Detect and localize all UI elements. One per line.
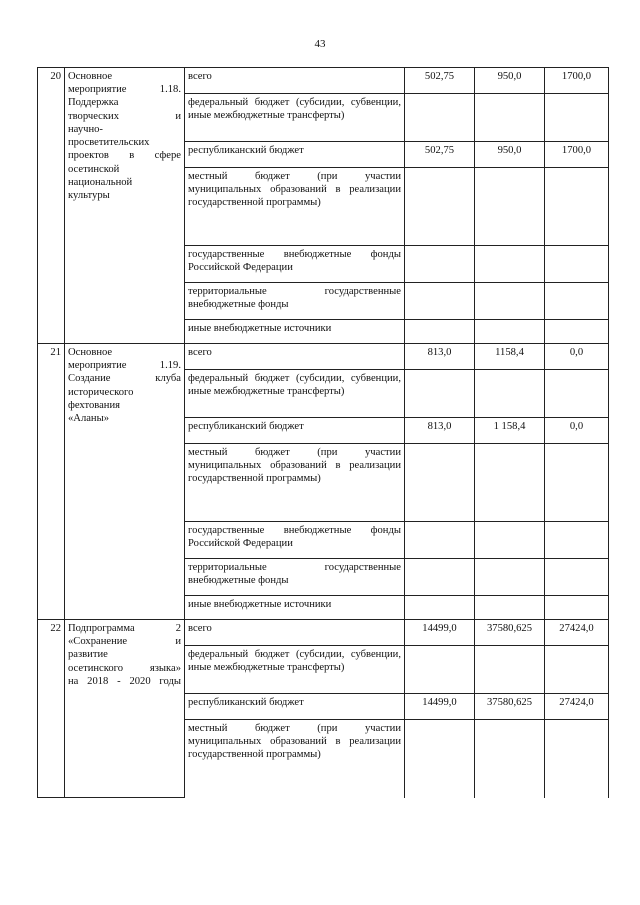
measure-name-line: развитие (68, 649, 108, 661)
year-3-value-cell: 27424,0 (545, 620, 609, 646)
measure-name-line: «Аланы» (68, 413, 110, 425)
measure-name-line: творческих и (68, 110, 181, 122)
funding-source-cell: всего (185, 620, 405, 646)
funding-source-cell: федеральный бюджет (субсидии, субвенции, иные межбюджетные трансферты) (185, 94, 405, 142)
table-row (38, 344, 609, 370)
measure-name-cell (65, 68, 185, 344)
year-3-value-cell (545, 522, 609, 559)
year-2-value-cell: 37580,625 (475, 620, 545, 646)
page-number: 43 (314, 38, 326, 50)
year-1-value-cell (405, 596, 475, 620)
year-3-value-cell (545, 444, 609, 522)
year-1-value-cell (405, 94, 475, 142)
year-2-value-cell (475, 559, 545, 596)
year-1-value-cell (405, 283, 475, 320)
measure-name-line: проектов в сфере (68, 150, 181, 162)
row-number-cell: 20 (38, 68, 65, 344)
year-2-value-cell (475, 283, 545, 320)
year-3-value-cell: 0,0 (545, 344, 609, 370)
year-1-value-cell (405, 720, 475, 798)
year-1-value-cell: 14499,0 (405, 694, 475, 720)
funding-source-cell: государственные внебюджетные фонды Российской Федерации (185, 246, 405, 283)
year-1-value-cell (405, 246, 475, 283)
measure-name-line: фехтования (68, 399, 121, 411)
year-2-value-cell: 1158,4 (475, 344, 545, 370)
year-2-value-cell: 1 158,4 (475, 418, 545, 444)
measure-name-line: мероприятие 1.18. (68, 84, 181, 96)
measure-name-cell (65, 620, 185, 798)
measure-name-line: «Сохранение и (68, 636, 181, 648)
year-1-value-cell: 502,75 (405, 68, 475, 94)
year-2-value-cell (475, 522, 545, 559)
measure-name-line: Основное (68, 347, 113, 358)
funding-source-cell: федеральный бюджет (субсидии, субвенции, иные межбюджетные трансферты) (185, 370, 405, 418)
year-3-value-cell (545, 370, 609, 418)
measure-name-line: культуры (68, 190, 110, 202)
funding-source-cell: федеральный бюджет (субсидии, субвенции, иные межбюджетные трансферты) (185, 646, 405, 694)
year-2-value-cell (475, 596, 545, 620)
table-row (38, 620, 609, 646)
year-3-value-cell: 1700,0 (545, 142, 609, 168)
measure-name-line: Основное (68, 71, 113, 82)
year-2-value-cell: 950,0 (475, 68, 545, 94)
funding-source-cell: государственные внебюджетные фонды Российской Федерации (185, 522, 405, 559)
year-3-value-cell (545, 246, 609, 283)
measure-name-line: просветительских (68, 137, 150, 149)
year-1-value-cell (405, 370, 475, 418)
year-2-value-cell: 950,0 (475, 142, 545, 168)
year-2-value-cell (475, 646, 545, 694)
year-2-value-cell (475, 720, 545, 798)
funding-source-cell: республиканский бюджет (185, 142, 405, 168)
year-3-value-cell (545, 720, 609, 798)
measure-name-line: исторического (68, 386, 134, 398)
budget-table-body (38, 68, 609, 798)
funding-source-cell: всего (185, 68, 405, 94)
year-3-value-cell (545, 646, 609, 694)
funding-source-cell: республиканский бюджет (185, 694, 405, 720)
budget-table (37, 67, 609, 798)
year-3-value-cell (545, 596, 609, 620)
year-1-value-cell: 813,0 (405, 418, 475, 444)
measure-name-line: Поддержка (68, 97, 119, 109)
measure-name-line: мероприятие 1.19. (68, 360, 181, 372)
year-2-value-cell (475, 246, 545, 283)
year-1-value-cell (405, 559, 475, 596)
row-number-cell: 21 (38, 344, 65, 620)
year-3-value-cell: 1700,0 (545, 68, 609, 94)
year-2-value-cell (475, 168, 545, 246)
measure-name-cell (65, 344, 185, 620)
row-number-cell: 22 (38, 620, 65, 798)
year-3-value-cell (545, 559, 609, 596)
measure-name-line: на 2018 - 2020 годы (68, 675, 181, 687)
year-3-value-cell (545, 283, 609, 320)
year-1-value-cell (405, 522, 475, 559)
year-3-value-cell (545, 320, 609, 344)
funding-source-cell: местный бюджет (при участии муниципальных образований в реализации государственной программы) (185, 168, 405, 246)
year-1-value-cell (405, 646, 475, 694)
year-1-value-cell: 502,75 (405, 142, 475, 168)
year-2-value-cell: 37580,625 (475, 694, 545, 720)
funding-source-cell: территориальные государственные внебюджетные фонды (185, 559, 405, 596)
measure-name-line: осетинской (68, 163, 120, 175)
funding-source-cell: территориальные государственные внебюджетные фонды (185, 283, 405, 320)
funding-source-cell: всего (185, 344, 405, 370)
year-3-value-cell: 0,0 (545, 418, 609, 444)
measure-name-line: научно- (68, 123, 103, 135)
year-3-value-cell (545, 168, 609, 246)
year-3-value-cell: 27424,0 (545, 694, 609, 720)
measure-name-line: Подпрограмма 2 (68, 623, 181, 634)
measure-name-line: осетинского языка» (68, 662, 181, 674)
year-1-value-cell: 813,0 (405, 344, 475, 370)
year-2-value-cell (475, 444, 545, 522)
year-2-value-cell (475, 320, 545, 344)
funding-source-cell: иные внебюджетные источники (185, 320, 405, 344)
funding-source-cell: республиканский бюджет (185, 418, 405, 444)
year-3-value-cell (545, 94, 609, 142)
measure-name-line: национальной (68, 176, 133, 188)
measure-name-line: Создание клуба (68, 373, 181, 385)
year-1-value-cell (405, 444, 475, 522)
year-1-value-cell: 14499,0 (405, 620, 475, 646)
funding-source-cell: местный бюджет (при участии муниципальных образований в реализации государственной программы) (185, 720, 405, 798)
year-2-value-cell (475, 94, 545, 142)
funding-source-cell: иные внебюджетные источники (185, 596, 405, 620)
year-1-value-cell (405, 320, 475, 344)
year-2-value-cell (475, 370, 545, 418)
year-1-value-cell (405, 168, 475, 246)
table-row (38, 68, 609, 94)
funding-source-cell: местный бюджет (при участии муниципальных образований в реализации государственной программы) (185, 444, 405, 522)
